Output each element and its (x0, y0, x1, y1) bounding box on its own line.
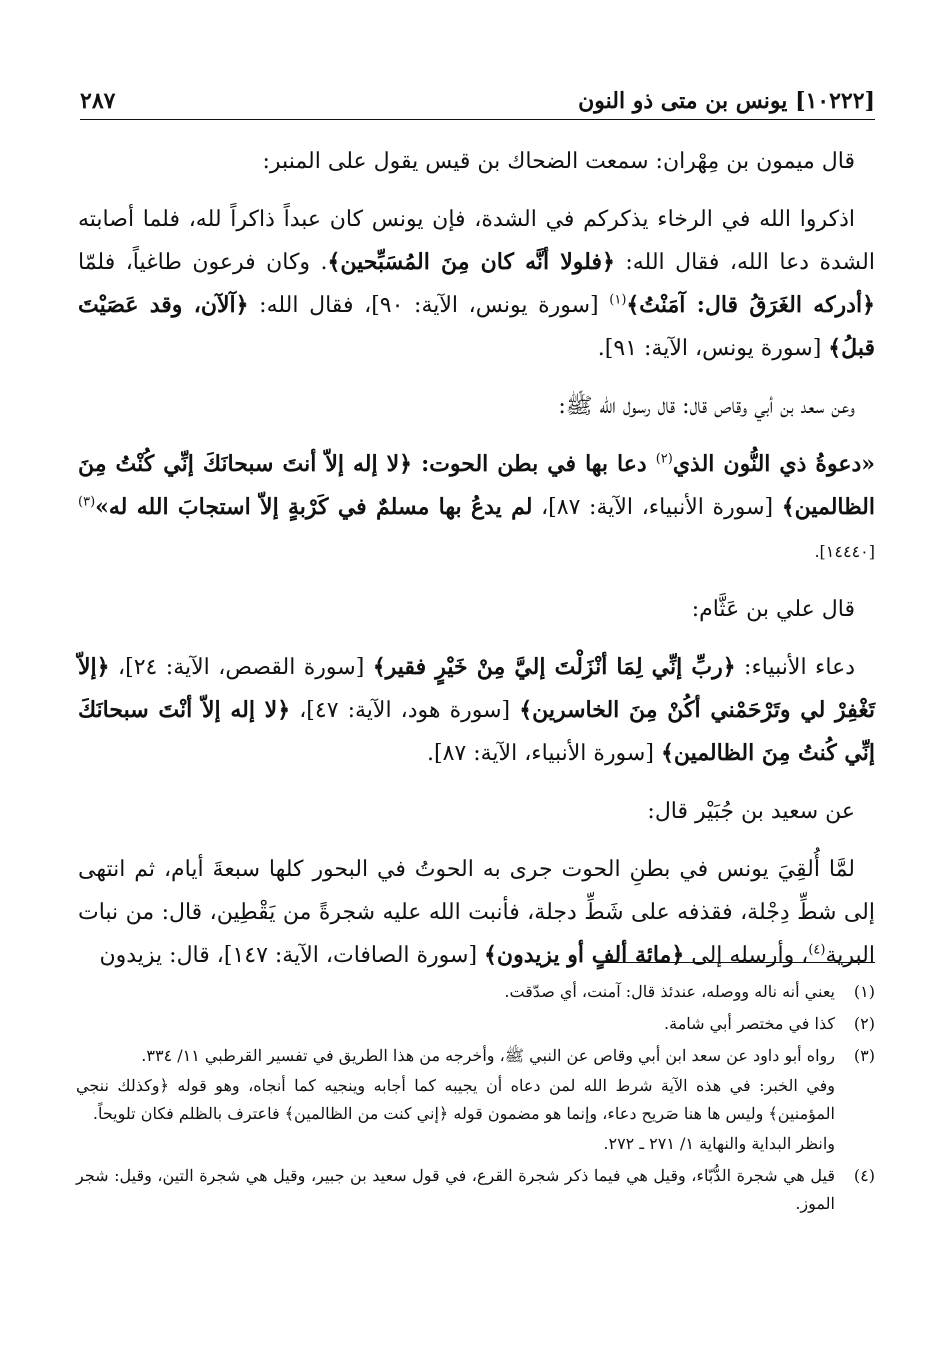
hadith-text: لم يدعُ بها مسلمٌ في كَرْبةٍ إلاّ استجابَ الله له» (95, 494, 533, 520)
quran-quote: ﴿ربِّ إنِّي لِمَا أنْزَلْتَ إليَّ مِنْ خَيْرٍ فقير﴾ (372, 654, 736, 680)
hadith-text: «دعوةُ ذي النُّون الذي (672, 451, 875, 477)
paragraph-maymun (78, 140, 875, 183)
footnote-text: يعني أنه ناله ووصله، عندئذ قال: آمنت، أي صدّقت. (504, 982, 835, 1001)
footnote-text: قيل هي شجرة الدُّبّاء، وقيل هي فيما ذكر شجرة القرع، في قول سعيد بن جبير، وقيل هي شجرة التين، وقيل: شجر الموز. (76, 1166, 836, 1213)
quran-quote: ﴿لا إله إلاّ أنتَ سبحانَكَ إنِّي كُنْتُ مِنَ الظالمين﴾ (78, 451, 875, 520)
footnote-number: (٣) (853, 1046, 875, 1065)
quran-quote: ﴿أدركه الغَرَقُ قال: آمَنْتُ﴾ (626, 292, 875, 318)
paragraph-remember-god (78, 198, 875, 370)
text-run: [سورة الأنبياء، الآية: ٨٧]، (532, 495, 782, 520)
page-number: ٢٨٧ (80, 88, 116, 114)
footnote-ref-1[interactable]: (١) (609, 292, 627, 308)
text-run: وعن سعد بن أبي وقاص قال: قال رسول الله ﷺ: (558, 394, 855, 419)
paragraph-saad (78, 385, 875, 428)
footnote-text: وفي الخبر: في هذه الآية شرط الله لمن دعاه أن يجيبه كما أجابه وينجيه كما أنجاه، وهو قوله ﴿وكذلك ننجي المؤمنين﴾ وليس ها هنا صَريح دعاء، وإنما هو مضمون قوله ﴿إني كنت من الظالمين﴾ فاعترف بالظلم فكان تلويحاً. (76, 1076, 835, 1123)
text-run: [سورة يونس، الآية: ٩١]. (597, 336, 829, 361)
text-run: لمَّا أُلقِيَ يونس في بطنِ الحوت جرى به الحوتُ في البحور كلها سبعةَ أيام، ثم انتهى إلى شطِّ دِجْلة، فقذفه على شَطِّ دجلة، فأنبت الله عليه شجرةً من يَقْطِين، قال: من نبات البرية (78, 857, 875, 968)
text-run: [سورة القصص، الآية: ٢٤]، (109, 655, 373, 680)
text-run: [سورة هود، الآية: ٤٧]، (290, 698, 520, 723)
text-run: دعاء الأنبياء: (735, 655, 855, 680)
header-rule (80, 119, 875, 120)
text-run: ، وأرسله إلى (684, 943, 809, 968)
footnote-ref-3[interactable]: (٣) (78, 494, 96, 510)
text-run: [سورة يونس، الآية: ٩٠]، فقال الله: (248, 293, 610, 318)
text-run: . وكان فرعون طاغياً، فلمّا (78, 250, 328, 275)
footnotes (76, 978, 875, 1222)
quran-quote: ﴿إلاّ تَغْفِرْ لي وتَرْحَمْني أكُنْ مِنَ الخاسرين﴾ (78, 654, 876, 723)
quran-quote: ﴿مائة ألفٍ أو يزيدون﴾ (484, 942, 685, 968)
paragraph-said (78, 790, 875, 833)
running-title: [١٠٢٢٢] يونس بن متى ذو النون (578, 88, 875, 114)
footnote-number: (٢) (853, 1014, 875, 1033)
footnote-2 (76, 1010, 875, 1038)
quran-quote: ﴿لا إله إلاّ أنْتَ سبحانَكَ إنِّي كُنتُ مِنَ الظالمين﴾ (78, 697, 875, 766)
text-run: [سورة الصافات، الآية: ١٤٧]، قال: يزيدون (99, 943, 485, 968)
main-text (78, 140, 875, 992)
footnote-body (76, 1042, 835, 1158)
hadith-number: [١٤٤٤٠]. (814, 542, 875, 561)
footnote-ref-2[interactable]: (٢) (655, 451, 673, 467)
text-run: قال ميمون بن مِهْران: سمعت الضحاك بن قيس يقول على المنبر: (262, 149, 855, 174)
paragraph-hadith (78, 443, 875, 573)
text-run: عن سعيد بن جُبَيْر قال: (647, 799, 855, 824)
hadith-text: دعا بها في بطن الحوت: (412, 451, 656, 477)
footnote-text: رواه أبو داود عن سعد ابن أبي وقاص عن النبي ﷺ، وأخرجه من هذا الطريق في تفسير القرطبي ١١/ ٣٣٤. (141, 1046, 835, 1065)
paragraph-prophets-prayers (78, 646, 875, 775)
text-run: قال علي بن عَثَّام: (691, 597, 855, 622)
footnote-4 (76, 1162, 875, 1218)
paragraph-whale (78, 848, 875, 977)
footnote-3 (76, 1042, 875, 1158)
footnote-number: (٤) (853, 1166, 875, 1185)
quran-quote: ﴿فلولا أنَّه كان مِنَ المُسَبِّحين﴾ (327, 249, 615, 275)
page-header (80, 80, 875, 120)
paragraph-ali (78, 588, 875, 631)
text-run: [سورة الأنبياء، الآية: ٨٧]. (427, 741, 661, 766)
footnote-text: كذا في مختصر أبي شامة. (664, 1014, 835, 1033)
footnote-ref-4[interactable]: (٤) (808, 942, 826, 958)
footnote-separator (605, 962, 875, 963)
footnote-number: (١) (853, 982, 875, 1001)
quran-quote: ﴿آلآن، وقد عَصَيْتَ قبلُ﴾ (78, 292, 875, 361)
footnote-1 (76, 978, 875, 1006)
text-run: اذكروا الله في الرخاء يذكركم في الشدة، فإن يونس كان عبداً ذاكراً لله، فلما أصابته الشدة دعا الله، فقال الله: (78, 207, 875, 275)
footnote-text: وانظر البداية والنهاية ١/ ٢٧١ ـ ٢٧٢. (603, 1134, 835, 1153)
